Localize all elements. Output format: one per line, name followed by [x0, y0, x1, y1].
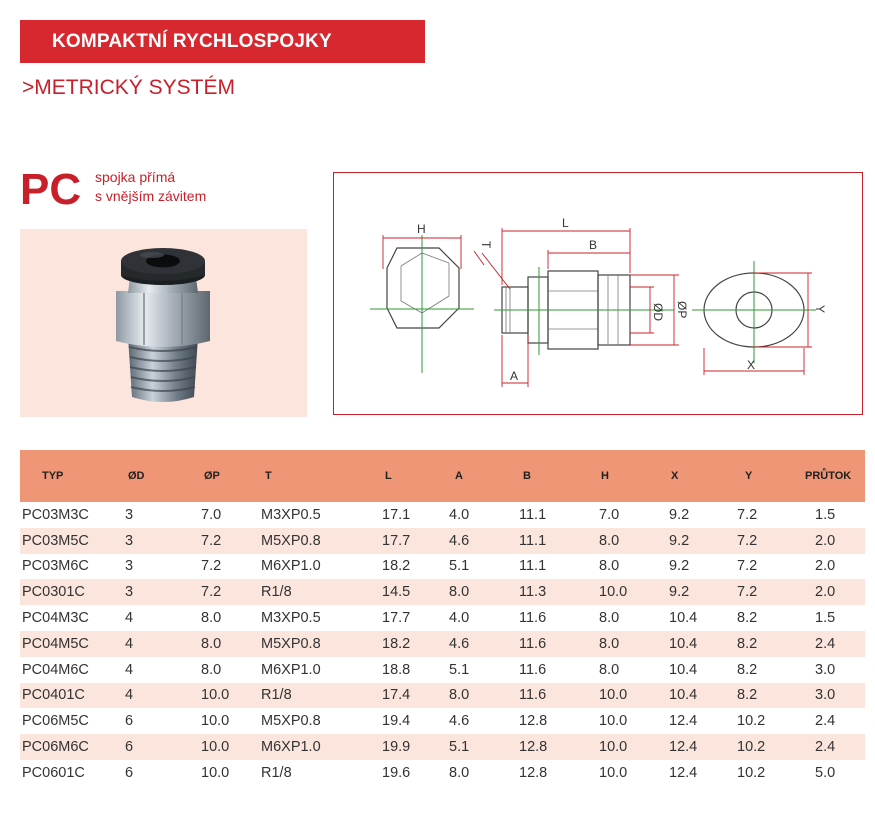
table-cell: 6 — [125, 739, 134, 756]
table-cell: 8.2 — [737, 661, 758, 678]
table-cell: 17.4 — [382, 687, 411, 704]
dim-label-L: L — [562, 216, 569, 230]
table-cell: 10.0 — [201, 739, 230, 756]
table-cell: 2.0 — [815, 584, 836, 601]
table-cell: 8.2 — [737, 635, 758, 652]
product-description — [95, 168, 206, 206]
table-cell: 9.2 — [669, 584, 690, 601]
table-cell: 4.6 — [449, 713, 470, 730]
dim-label-H: H — [417, 222, 426, 236]
col-header-prutok: PRŮTOK — [805, 470, 852, 482]
table-row — [20, 502, 865, 528]
table-cell: 7.2 — [737, 584, 758, 601]
dim-label-P: ØP — [675, 301, 689, 319]
table-cell: 10.0 — [599, 713, 628, 730]
table-cell: 10.4 — [669, 687, 698, 704]
col-header-b: B — [523, 470, 531, 482]
table-cell: 14.5 — [382, 584, 411, 601]
table-cell: 2.4 — [815, 739, 836, 756]
table-cell: M5XP0.8 — [261, 635, 321, 652]
table-cell: M6XP1.0 — [261, 739, 321, 756]
table-cell: 4 — [125, 635, 134, 652]
table-cell: 4 — [125, 610, 134, 627]
table-cell: PC03M3C — [22, 506, 89, 523]
table-cell: 4.6 — [449, 635, 470, 652]
table-cell: 10.4 — [669, 635, 698, 652]
fitting-image — [20, 229, 307, 417]
table-cell: 8.0 — [599, 635, 620, 652]
spec-table — [20, 450, 865, 786]
table-cell: 11.1 — [519, 532, 547, 549]
dim-label-Y: Y — [813, 305, 827, 314]
table-cell: 10.0 — [201, 764, 230, 781]
table-cell: 5.1 — [449, 558, 470, 575]
table-cell: 8.0 — [599, 661, 620, 678]
table-cell: 19.6 — [382, 764, 411, 781]
table-cell: 5.1 — [449, 739, 470, 756]
table-cell: 2.0 — [815, 532, 836, 549]
table-cell: 3.0 — [815, 661, 836, 678]
dim-label-B: B — [589, 238, 598, 252]
table-cell: 7.2 — [737, 558, 758, 575]
table-cell: 4.0 — [449, 506, 470, 523]
table-cell: 9.2 — [669, 532, 690, 549]
product-photo — [20, 229, 307, 417]
description-line-1: spojka přímá — [95, 169, 176, 185]
table-cell: 12.4 — [669, 764, 698, 781]
table-cell: 12.4 — [669, 739, 698, 756]
dim-label-T: T — [479, 241, 493, 249]
description-line-2: s vnějším závitem — [95, 188, 207, 204]
table-row — [20, 631, 865, 657]
table-cell: 10.2 — [737, 713, 766, 730]
table-cell: 12.8 — [519, 739, 548, 756]
table-row — [20, 734, 865, 760]
table-cell: 11.6 — [519, 687, 547, 704]
table-cell: PC03M5C — [22, 532, 89, 549]
table-cell: 7.2 — [201, 558, 222, 575]
table-cell: 17.1 — [382, 506, 411, 523]
banner-title: KOMPAKTNÍ RYCHLOSPOJKY — [52, 31, 332, 52]
table-cell: 10.0 — [599, 584, 628, 601]
table-cell: 8.0 — [449, 584, 470, 601]
table-row — [20, 605, 865, 631]
table-cell: PC03M6C — [22, 558, 89, 575]
table-cell: PC04M5C — [22, 635, 89, 652]
table-cell: PC04M3C — [22, 610, 89, 627]
table-cell: 2.4 — [815, 713, 836, 730]
table-cell: 10.0 — [599, 739, 628, 756]
table-cell: PC04M6C — [22, 661, 89, 678]
dim-label-A: A — [510, 369, 519, 383]
table-cell: 3 — [125, 584, 134, 601]
table-cell: 2.4 — [815, 635, 836, 652]
table-cell: 2.0 — [815, 558, 836, 575]
table-cell: 17.7 — [382, 532, 411, 549]
product-code: PC — [20, 165, 82, 214]
table-cell: 10.4 — [669, 610, 698, 627]
table-row — [20, 554, 865, 580]
table-cell: 7.0 — [599, 506, 620, 523]
table-cell: 4 — [125, 661, 134, 678]
table-cell: 7.2 — [737, 532, 758, 549]
table-cell: M5XP0.8 — [261, 532, 321, 549]
table-cell: PC0301C — [22, 584, 85, 601]
table-cell: 8.0 — [201, 635, 222, 652]
table-cell: 12.8 — [519, 713, 548, 730]
dim-label-X: X — [747, 358, 756, 372]
table-cell: 10.0 — [201, 687, 230, 704]
table-cell: PC0601C — [22, 764, 85, 781]
col-header-d: ØD — [128, 470, 145, 482]
table-cell: 3 — [125, 506, 134, 523]
col-header-x: X — [671, 470, 679, 482]
table-cell: 8.0 — [599, 532, 620, 549]
table-cell: 11.1 — [519, 506, 547, 523]
table-cell: 4.0 — [449, 610, 470, 627]
table-cell: 1.5 — [815, 506, 836, 523]
col-header-t: T — [265, 470, 272, 482]
table-cell: M6XP1.0 — [261, 558, 321, 575]
table-row — [20, 528, 865, 554]
table-cell: 7.2 — [737, 506, 758, 523]
table-cell: 1.5 — [815, 610, 836, 627]
col-header-typ: TYP — [42, 470, 64, 482]
table-cell: 7.0 — [201, 506, 222, 523]
table-cell: PC06M6C — [22, 739, 89, 756]
table-cell: PC0401C — [22, 687, 85, 704]
table-cell: 12.4 — [669, 713, 698, 730]
table-cell: 8.0 — [599, 558, 620, 575]
table-row — [20, 683, 865, 709]
table-cell: 5.0 — [815, 764, 836, 781]
table-cell: 10.0 — [599, 764, 628, 781]
table-header-row — [20, 450, 865, 502]
table-cell: R1/8 — [261, 687, 292, 704]
table-cell: 17.7 — [382, 610, 411, 627]
table-cell: 19.4 — [382, 713, 411, 730]
table-cell: R1/8 — [261, 584, 292, 601]
table-cell: 11.3 — [519, 584, 547, 601]
table-cell: PC06M5C — [22, 713, 89, 730]
table-cell: 4 — [125, 687, 134, 704]
table-cell: 5.1 — [449, 661, 470, 678]
table-cell: 11.6 — [519, 661, 547, 678]
table-row — [20, 657, 865, 683]
table-cell: 18.8 — [382, 661, 411, 678]
table-cell: 19.9 — [382, 739, 411, 756]
technical-drawing — [333, 172, 863, 415]
table-cell: 11.1 — [519, 558, 547, 575]
col-header-p: ØP — [204, 470, 220, 482]
table-cell: M5XP0.8 — [261, 713, 321, 730]
table-cell: 7.2 — [201, 532, 222, 549]
table-cell: 9.2 — [669, 506, 690, 523]
table-cell: 12.8 — [519, 764, 548, 781]
table-cell: 11.6 — [519, 610, 547, 627]
table-cell: M3XP0.5 — [261, 610, 321, 627]
table-cell: 10.0 — [599, 687, 628, 704]
table-cell: 6 — [125, 764, 134, 781]
table-cell: 8.0 — [599, 610, 620, 627]
table-cell: 10.2 — [737, 764, 766, 781]
table-row — [20, 579, 865, 605]
table-cell: 8.0 — [449, 764, 470, 781]
table-cell: 11.6 — [519, 635, 547, 652]
col-header-a: A — [455, 470, 463, 482]
title-banner — [20, 20, 425, 63]
table-cell: 18.2 — [382, 635, 411, 652]
table-row — [20, 760, 865, 786]
table-cell: M6XP1.0 — [261, 661, 321, 678]
col-header-h: H — [601, 470, 609, 482]
table-cell: 9.2 — [669, 558, 690, 575]
table-cell: 3 — [125, 532, 134, 549]
table-cell: 10.2 — [737, 739, 766, 756]
table-cell: 3 — [125, 558, 134, 575]
dim-label-D: ØD — [651, 303, 665, 321]
table-cell: M3XP0.5 — [261, 506, 321, 523]
table-cell: 8.0 — [449, 687, 470, 704]
table-row — [20, 708, 865, 734]
col-header-l: L — [385, 470, 392, 482]
hex-end-view — [387, 248, 459, 328]
col-header-y: Y — [745, 470, 753, 482]
table-cell: 8.0 — [201, 610, 222, 627]
table-cell: 10.0 — [201, 713, 230, 730]
table-cell: 4.6 — [449, 532, 470, 549]
table-cell: R1/8 — [261, 764, 292, 781]
table-cell: 8.2 — [737, 687, 758, 704]
section-subtitle: >METRICKÝ SYSTÉM — [22, 76, 235, 99]
table-cell: 7.2 — [201, 584, 222, 601]
table-cell: 6 — [125, 713, 134, 730]
table-cell: 10.4 — [669, 661, 698, 678]
table-cell: 8.2 — [737, 610, 758, 627]
table-cell: 18.2 — [382, 558, 411, 575]
table-cell: 3.0 — [815, 687, 836, 704]
table-cell: 8.0 — [201, 661, 222, 678]
